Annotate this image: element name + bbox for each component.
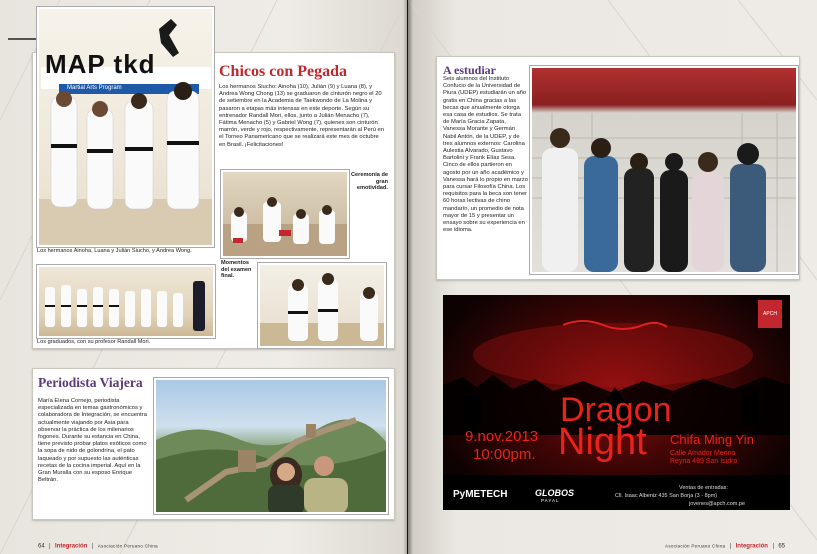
taekwondo-kids-illustration	[39, 9, 212, 245]
students-photo	[530, 66, 798, 274]
right-page	[408, 0, 817, 554]
ceremonia-photo	[221, 170, 349, 258]
sign-text: MAP tkd	[45, 49, 156, 79]
graduados-photo	[37, 265, 215, 338]
ad-date: 9.nov.2013	[465, 428, 539, 445]
periodista-body: María Elena Cornejo, periodista especializada en temas gastronómicos y colaboradora de Integración, se encuentra actualmente viajando por Asia para observar la práctica de los milenarios fogones. Durante su estancia en China, tiene previsto probar platos exóticos como la sopa de nido de golondrina, el pato laqueado y por supuesto las auténticas recetas de la cocina imperial. Aquí en la Gran Muralla con su esposo Enrique Beltrán.	[38, 398, 147, 484]
footer-right-page: 65	[778, 544, 785, 550]
estudiar-body: Seis alumnos del Instituto Confucio de la Universidad de Piura (UDEP) estudiarán un año gratis en China gracias a las becas que anualmente otorga esa casa de estudios. Se trata de María Gracia Zapata, Vanessa Morante y Germán Nabil Antón, de la UDEP, y de tres alumnos externos: Carolina Aulestia Alvarado, Gustavo Bartolini y Frank Elías Sesa. Cinco de ellos partieron en agosto por un año académico y Vanessa hará lo propio en marzo para cursar Filosofía China. Los requisitos para la beca son tener 60 horas lectivas de chino mandarín, un promedio de nota mayor de 15 y presentar un ensayo sobre su experiencia en ese idioma.	[443, 76, 528, 234]
footer-right-org: Asociación Peruano China	[665, 544, 726, 549]
ad-badge: APCH	[758, 300, 782, 328]
ad-title-line1: Dragon	[560, 391, 672, 429]
dragon-night-ad	[443, 295, 790, 510]
ad-tickets-label: Ventas de entradas:	[679, 485, 728, 491]
footer-right	[665, 543, 785, 550]
ad-tickets-address: Cll. Isaac Albeniz 435 San Borja (3 - 8pm)	[615, 493, 718, 499]
chicos-body: Los hermanos Siucho: Ainoha (10), Julián (9) y Luana (8), y Andrea Wong Chong (13) se graduaron de cinturón negro el 20 de setiembre en la Academia de Taekwondo de La Molina y pasaron a etapas más intensas en este deporte. Según su entrenador Randall Mori, ellos, junto a Julián Menacho (7), Fátima Menacho (5) y Gabriel Wong (7), quienes son cinturón marrón, verde y rojo, respectivamente, representarán al Perú en el Torneo Panamericano que se realizará este mes de octubre en Brasil. ¡Felicitaciones!	[219, 84, 384, 148]
taekwondo-main-photo	[37, 7, 214, 247]
ad-sponsor2-sub: PAYAL	[541, 498, 560, 503]
footer-left-page: 64	[38, 544, 45, 550]
caption-ceremonia: Ceremonia de gran emotividad.	[351, 172, 388, 192]
ad-time: 10:00pm.	[473, 446, 536, 463]
ad-address1: Calle Amador Merino	[670, 450, 736, 457]
great-wall-photo	[154, 378, 388, 514]
ad-title-line2: Night	[558, 421, 647, 463]
caption-momentos: Momentos del examen final.	[221, 260, 252, 280]
estudiar-title: A estudiar	[443, 63, 497, 77]
caption-main-photo: Los hermanos Ainoha, Luana y Julián Siucho, y Andrea Wong.	[37, 248, 192, 254]
ad-address2: Reyna 489 San Isidro	[670, 458, 738, 465]
ad-venue: Chifa Ming Yin	[670, 432, 754, 447]
ad-tickets-email: jovenes@apch.com.pe	[689, 501, 746, 507]
periodista-title: Periodista Viajera	[38, 375, 143, 390]
footer-left-brand: Integración	[55, 544, 88, 550]
sign-subtext: Martial Arts Program	[67, 85, 122, 91]
left-page	[0, 0, 407, 554]
footer-right-brand: Integración	[735, 544, 768, 550]
ad-sponsor2-logo: GLOBOS	[535, 488, 575, 498]
chicos-title: Chicos con Pegada	[219, 63, 347, 80]
footer-left-org: Asociación Peruano China	[97, 544, 158, 549]
footer-left	[38, 543, 158, 550]
momentos-photo	[258, 263, 386, 348]
spine-gutter	[403, 0, 413, 554]
ad-sponsor1-logo: PyMETECH	[453, 489, 508, 500]
caption-graduados: Los graduados, con su profesor Randall Mori.	[37, 339, 151, 345]
